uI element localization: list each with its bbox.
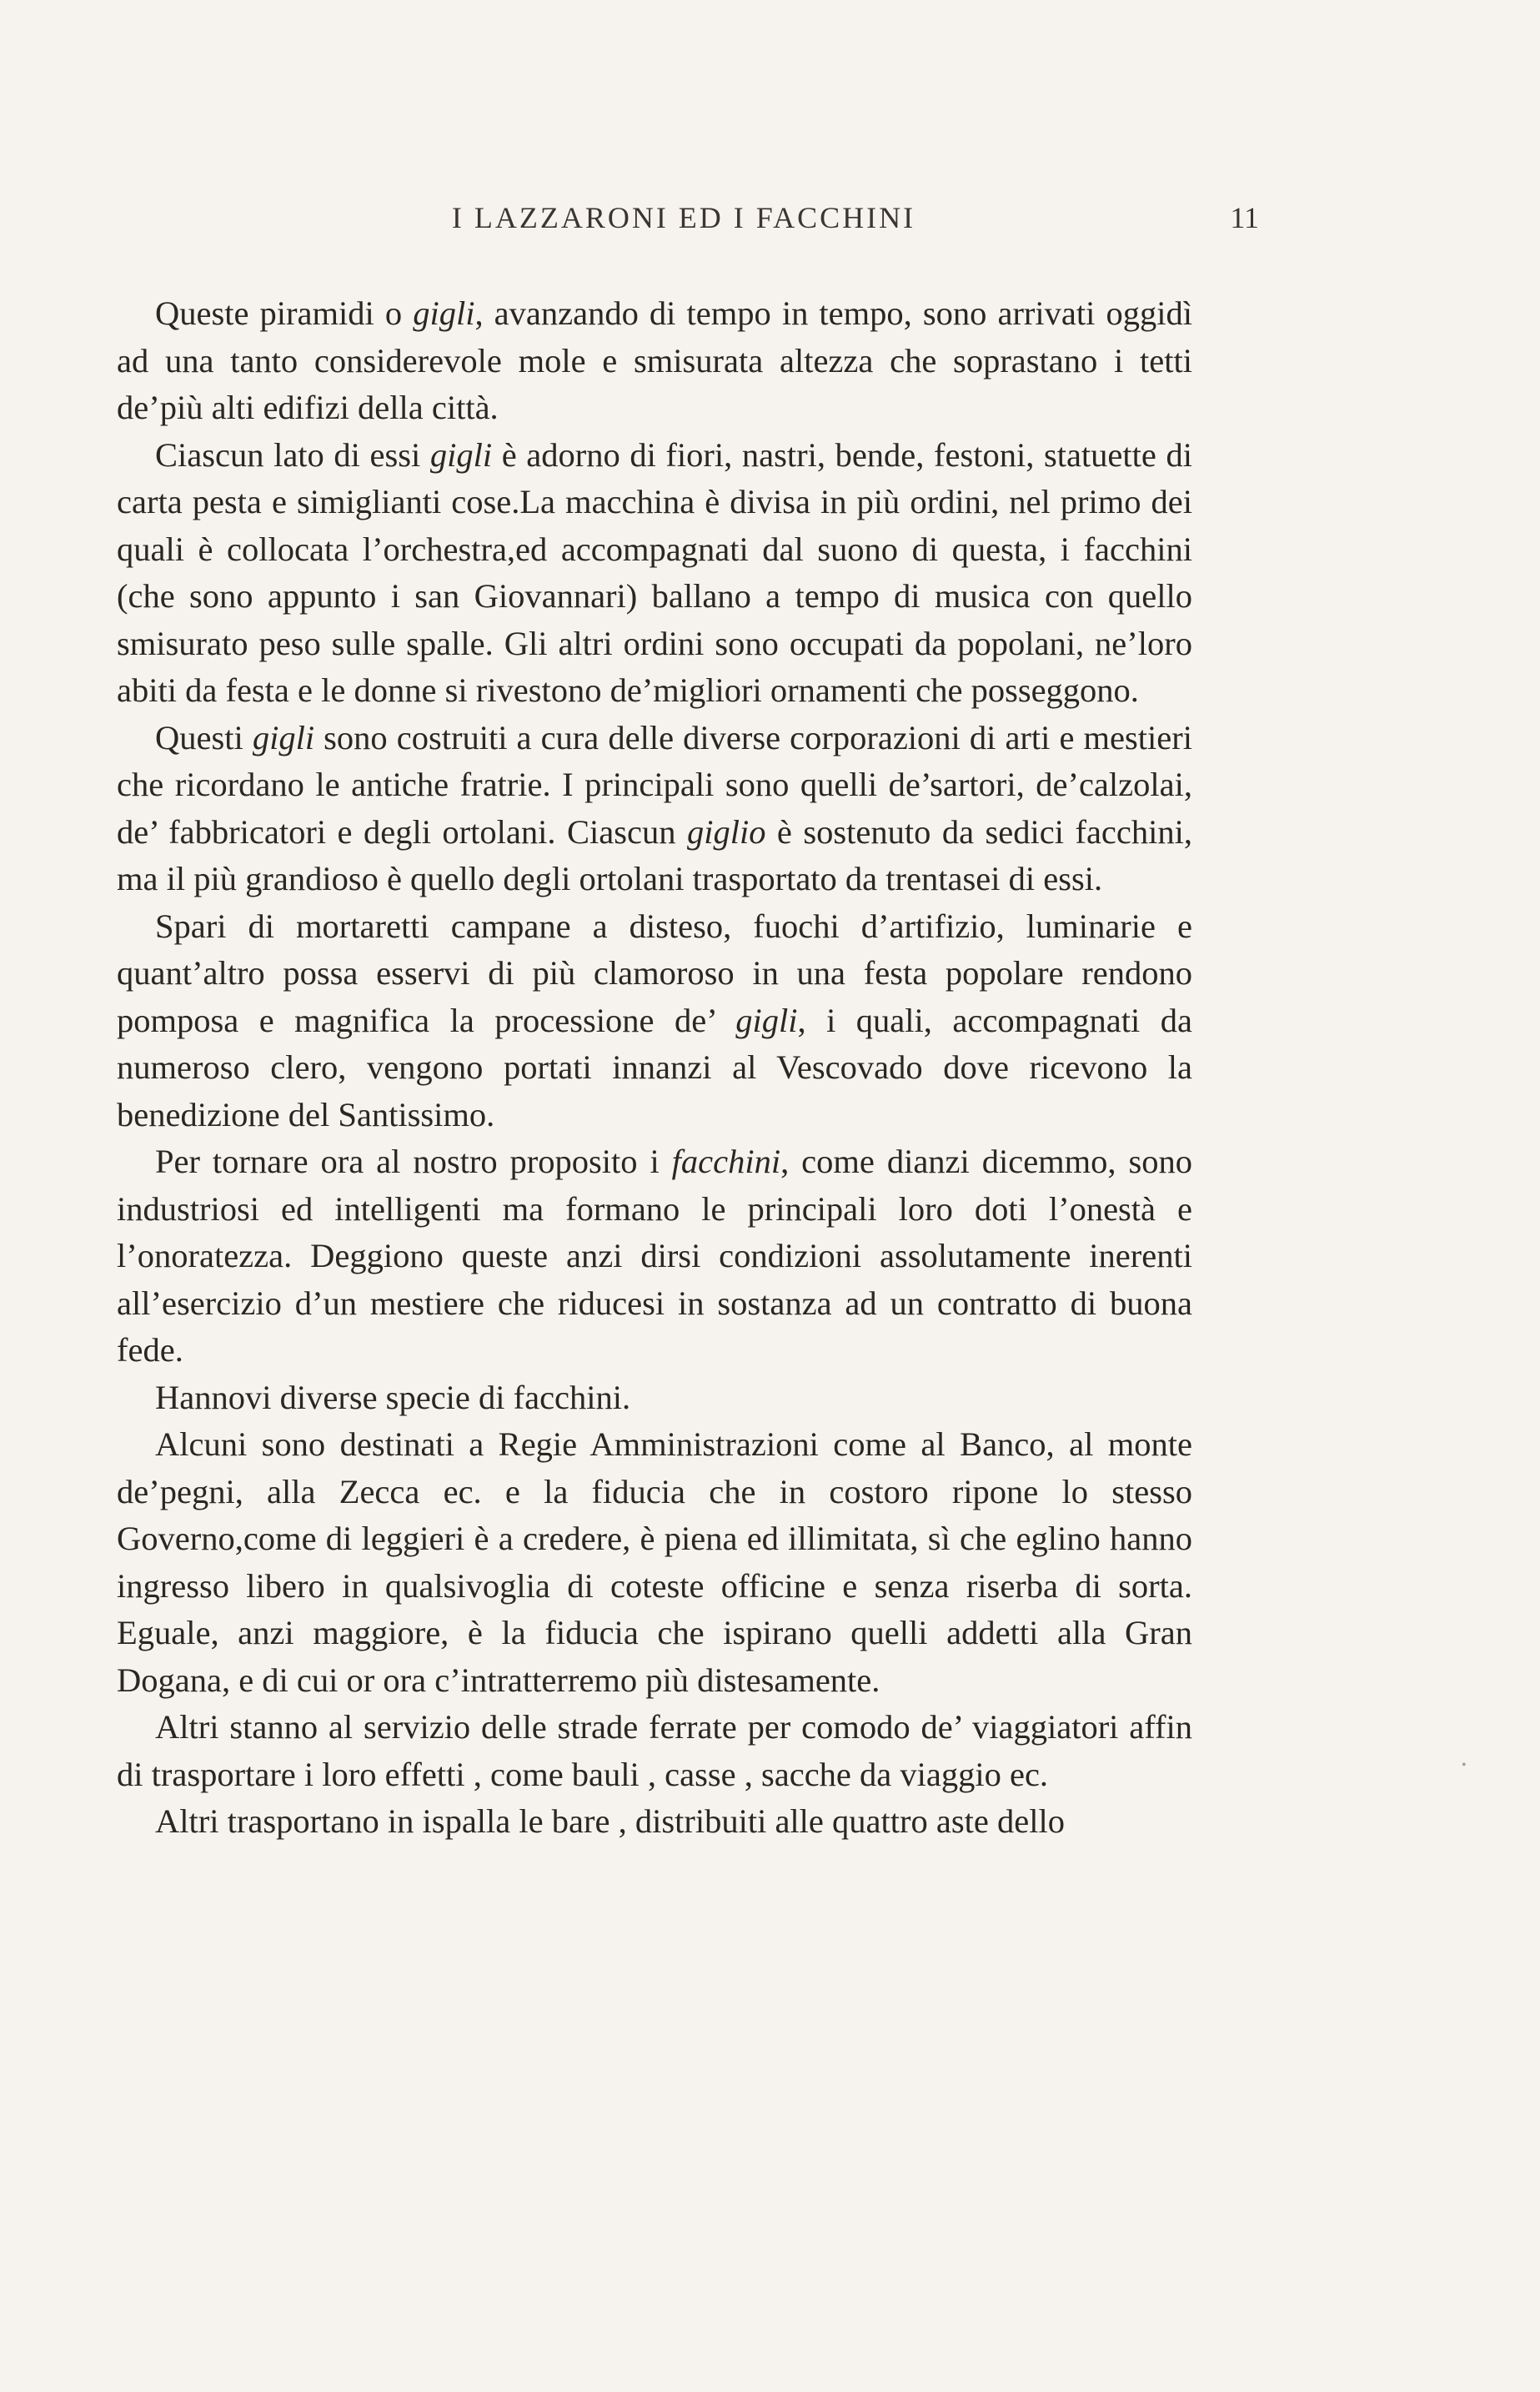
italic-term: giglio [686, 812, 766, 851]
page-number: 11 [1230, 201, 1259, 234]
running-title: I LAZZARONI ED I FACCHINI [451, 201, 916, 234]
text-segment: Ciascun lato di essi [155, 435, 430, 474]
stray-mark: • [1462, 1758, 1467, 1772]
paragraph [117, 432, 1192, 715]
body-text [117, 290, 1192, 1846]
paragraph [117, 290, 1192, 432]
paragraph [117, 1798, 1192, 1846]
text-segment: Spari di mortaretti campane a disteso, fuochi d’artifizio, luminarie e quant’altro possa esservi di più clamoroso in una festa popolare rendono pomposa e magnifica la processione de’ [117, 907, 1192, 1039]
text-segment: è sostenuto da sedici facchini, ma il più grandioso è quello degli ortolani trasportato da trentasei di essi. [117, 812, 1192, 897]
text-segment: Alcuni sono destinati a Regie Amministrazioni come al Banco, al monte de’pegni, alla Zecca ec. e la fiducia che in costoro ripone lo stesso Governo,come di leggieri è a credere, è piena ed illimitata, sì che eglino hanno ingresso libero in qualsivoglia di coteste officine e senza riserba di sorta. Eguale, anzi maggiore, è la fiducia che ispirano quelli addetti alla Gran Dogana, e di cui or ora c’intratterremo più distesamente. [117, 1425, 1192, 1699]
paragraph [117, 715, 1192, 903]
text-segment: , i quali, accompagnati da numeroso clero, vengono portati innanzi al Vescovado dove ricevono la benedizione del Santissimo. [117, 1001, 1192, 1133]
text-segment: è adorno di fiori, nastri, bende, festoni, statuette di carta pesta e simiglianti cose.La macchina è divisa in più ordini, nel primo dei quali è collocata l’orchestra,ed accompagnati dal suono di questa, i facchini (che sono appunto i san Giovannari) ballano a tempo di musica con quello smisurato peso sulle spalle. Gli altri ordini sono occupati da popolani, ne’loro abiti da festa e le donne si rivestono de’migliori ornamenti che posseggono. [117, 435, 1192, 709]
text-segment: Hannovi diverse specie di facchini. [155, 1378, 631, 1416]
text-segment: sono costruiti a cura delle diverse corporazioni di arti e mestieri che ricordano le antiche fratrie. I principali sono quelli de’sartori, de’calzolai, de’ fabbricatori e degli ortolani. Ciascun [117, 718, 1192, 851]
italic-term: facchini [671, 1143, 781, 1180]
italic-term: gigli [735, 1001, 798, 1039]
text-segment: Altri stanno al servizio delle strade ferrate per comodo de’ viaggiatori affin di trasportare i loro effetti , come bauli , casse , sacche da viaggio ec. [117, 1708, 1192, 1793]
italic-term: gigli [413, 294, 475, 332]
text-segment: , come dianzi dicemmo, sono industriosi ed intelligenti ma formano le principali loro doti l’onestà e l’onoratezza. Deggiono queste anzi dirsi condizioni assolutamente inerenti all’esercizio d’un mestiere che riducesi in sostanza ad un contratto di buona fede. [117, 1143, 1192, 1369]
paragraph [117, 1138, 1192, 1374]
text-segment: Per tornare ora al nostro proposito i [155, 1143, 672, 1180]
text-segment: Altri trasportano in ispalla le bare , distribuiti alle quattro aste dello [155, 1802, 1065, 1840]
text-segment: Questi [155, 718, 253, 756]
italic-term: gigli [429, 435, 493, 474]
paragraph [117, 1704, 1192, 1798]
paragraph [117, 903, 1192, 1139]
paragraph [117, 1374, 1192, 1422]
text-segment: Queste piramidi o [155, 294, 414, 332]
italic-term: gigli [252, 718, 315, 756]
paragraph [117, 1421, 1192, 1704]
text-segment: , avanzando di tempo in tempo, sono arrivati oggidì ad una tanto considerevole mole e smisurata altezza che soprastano i tetti de’più alti edifizi della città. [117, 294, 1192, 426]
running-head [117, 200, 1259, 250]
